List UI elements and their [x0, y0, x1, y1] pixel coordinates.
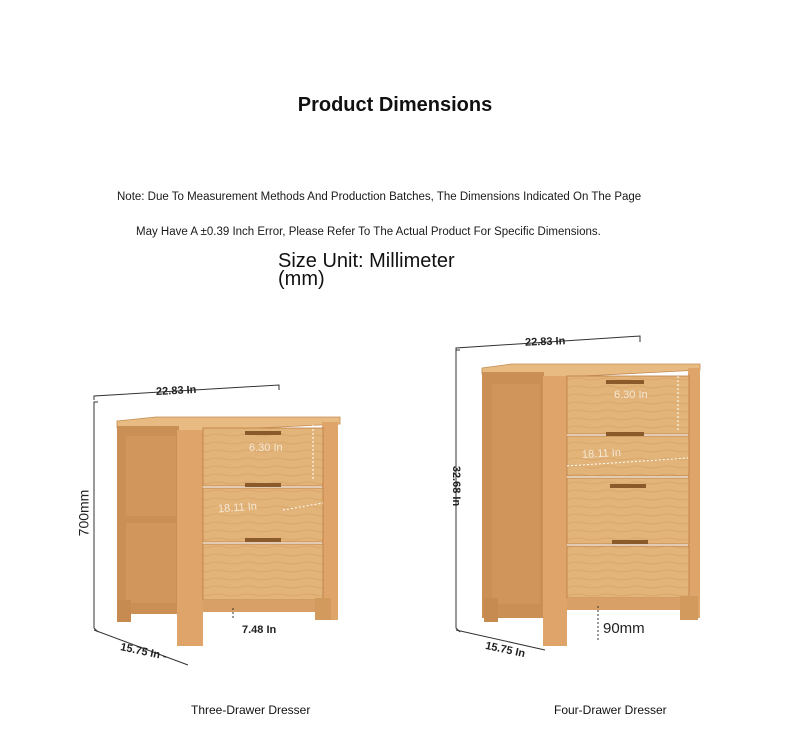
page-title: Product Dimensions: [297, 94, 493, 116]
note-line-2: May Have A ±0.39 Inch Error, Please Refer To The Actual Product For Specific Dimensions.: [136, 226, 601, 238]
three-front-left-post: [177, 430, 203, 646]
size-unit-line-1: Size Unit: Millimeter: [278, 250, 455, 272]
three-width-label: 22.83 In: [155, 383, 197, 399]
three-leg-height-label: 7.48 In: [242, 624, 277, 636]
four-drawer-caption: Four-Drawer Dresser: [554, 703, 667, 717]
four-leg-height-label: 90mm: [603, 620, 645, 637]
four-drawer-dresser: [456, 336, 700, 650]
four-height-label: 32.68 In: [450, 465, 463, 507]
four-width-label: 22.83 In: [524, 335, 566, 349]
three-drawer-caption: Three-Drawer Dresser: [191, 703, 311, 717]
three-drawer-dresser: [94, 385, 340, 665]
size-unit-line-2: (mm): [278, 268, 325, 290]
four-drawer-1: [567, 376, 689, 434]
four-depth-label: 15.75 In: [484, 639, 527, 661]
four-drawer-width-label: 18.11 In: [581, 446, 622, 462]
three-front-right-post: [322, 422, 338, 620]
three-height-label: 700mm: [75, 489, 92, 537]
note-line-1: Note: Due To Measurement Methods And Production Batches, The Dimensions Indicated On The Page: [117, 191, 642, 203]
four-drawer-4: [567, 546, 689, 598]
three-drawer-3: [203, 544, 323, 600]
three-depth-label: 15.75 In -: [119, 641, 168, 663]
four-drawer-height-label: 6.30 In: [614, 389, 648, 401]
four-front-right-post: [688, 368, 700, 618]
three-drawer-height-label: 6.30 In: [249, 442, 283, 454]
four-front-left-post: [543, 376, 567, 646]
three-drawer-width-label: 18.11 In: [217, 500, 258, 516]
three-drawer-1: [203, 428, 323, 486]
